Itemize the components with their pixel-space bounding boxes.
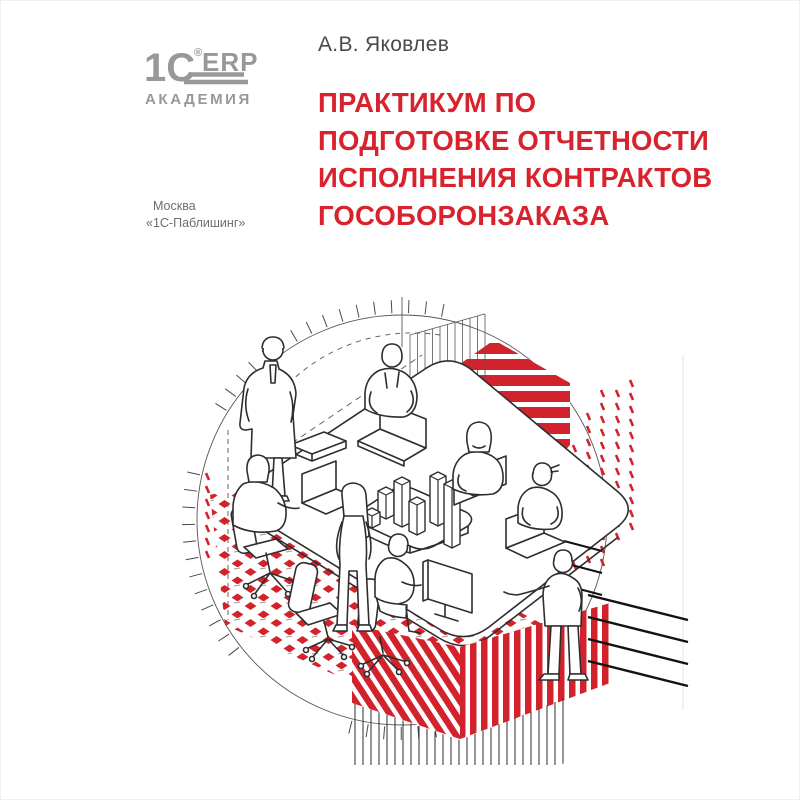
- publisher-city: Москва: [153, 199, 196, 213]
- title-line-3: ИСПОЛНЕНИЯ КОНТРАКТОВ: [318, 162, 713, 193]
- book-title: [318, 84, 738, 234]
- author-name: А.В. Яковлев: [318, 33, 450, 56]
- logo-1c-mark: 1С: [144, 46, 196, 90]
- publisher-imprint: [146, 198, 245, 232]
- person-seated-top-center: [365, 344, 417, 417]
- publisher-name: «1С-Паблишинг»: [146, 216, 246, 230]
- title-line-4: ГОСОБОРОНЗАКАЗА: [318, 199, 610, 231]
- title-line-1: ПРАКТИКУМ ПО: [318, 87, 537, 118]
- logo-erp-wordmark: ERP: [202, 47, 259, 77]
- logo-academy-wordmark: АКАДЕМИЯ: [145, 91, 252, 108]
- publisher-logo: [144, 38, 269, 110]
- cover-illustration: [140, 295, 730, 765]
- title-line-2: ПОДГОТОВКЕ ОТЧЕТНОСТИ: [318, 124, 709, 156]
- logo-registered-mark: ®: [194, 47, 203, 59]
